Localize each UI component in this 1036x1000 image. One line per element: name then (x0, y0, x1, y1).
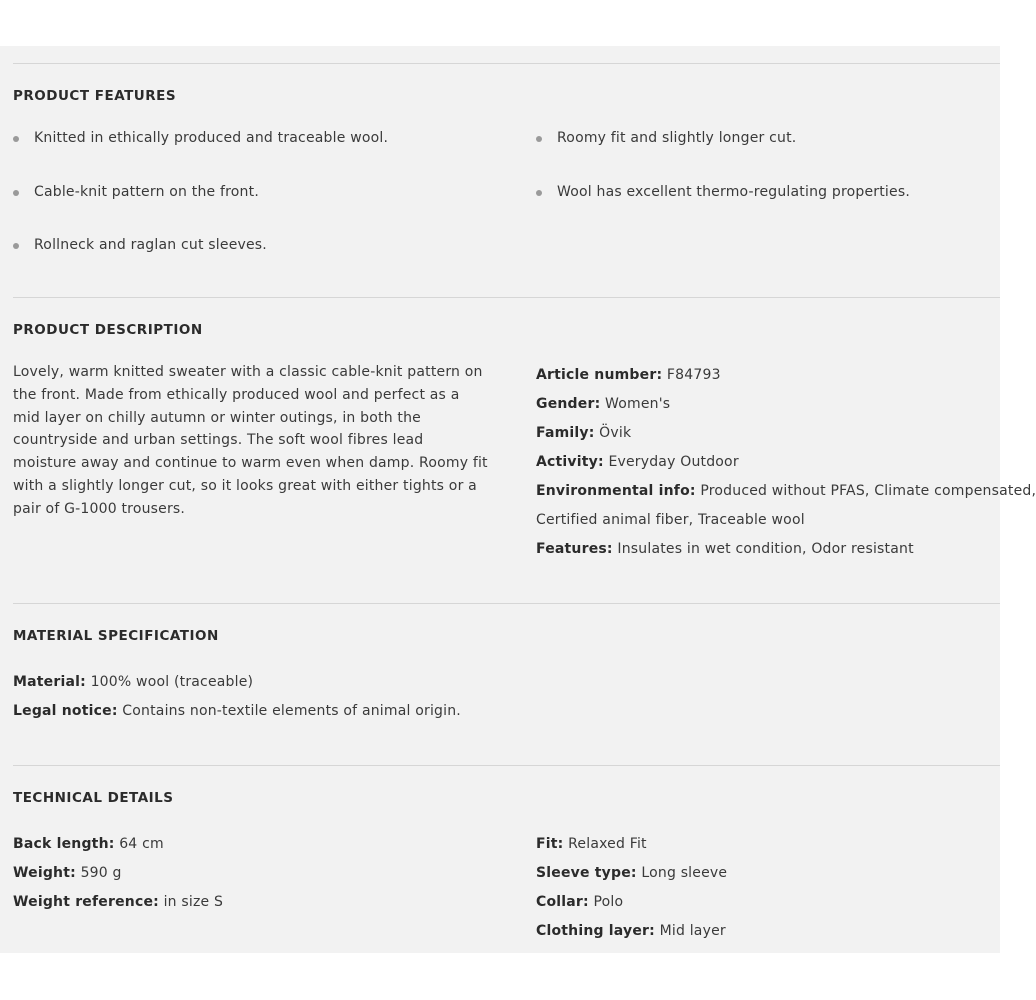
spec-value: Certified animal fiber, Traceable wool (536, 512, 805, 528)
spec-value: Insulates in wet condition, Odor resistant (617, 541, 914, 557)
spec-label: Legal notice: (13, 703, 118, 719)
product-info-panel (0, 46, 1036, 953)
spec-value: 64 cm (119, 836, 164, 852)
spec-value: Everyday Outdoor (608, 454, 739, 470)
bullet-icon (536, 136, 542, 142)
spec-legal-notice (13, 703, 461, 719)
material-specification-section (13, 603, 1000, 766)
section-title: TECHNICAL DETAILS (13, 790, 174, 806)
spec-sleeve-type (536, 865, 727, 881)
spec-value: Relaxed Fit (568, 836, 647, 852)
spec-label: Activity: (536, 454, 604, 470)
spec-label: Material: (13, 674, 86, 690)
spec-value: Contains non-textile elements of animal origin. (122, 703, 461, 719)
bullet-icon (13, 190, 19, 196)
feature-text: Wool has excellent thermo-regulating properties. (557, 184, 910, 200)
feature-text: Roomy fit and slightly longer cut. (557, 130, 797, 146)
spec-label: Family: (536, 425, 595, 441)
section-title: PRODUCT DESCRIPTION (13, 322, 203, 338)
description-text: Lovely, warm knitted sweater with a classic cable-knit pattern on the front. Made from ethically produced wool and perfect as a mid layer on chilly autumn or winter outings, in both the countryside and urban settings. The soft wool fibres lead moisture away and continue to warm even when damp. Roomy fit with a slightly longer cut, so it looks great with either tights or a pair of G-1000 trousers. (13, 364, 488, 517)
spec-collar (536, 894, 623, 910)
spec-article-number (536, 367, 721, 383)
feature-text: Knitted in ethically produced and traceable wool. (34, 130, 389, 146)
bullet-icon (13, 136, 19, 142)
spec-label: Collar: (536, 894, 589, 910)
spec-value: Övik (599, 425, 632, 441)
spec-weight-reference (13, 894, 223, 910)
feature-text: Rollneck and raglan cut sleeves. (34, 237, 267, 253)
spec-label: Weight reference: (13, 894, 159, 910)
product-features-section (13, 63, 1000, 298)
spec-fit (536, 836, 647, 852)
spec-environmental-info-continued (536, 512, 805, 528)
spec-value: Produced without PFAS, Climate compensated, (700, 483, 1036, 499)
spec-label: Features: (536, 541, 613, 557)
spec-family (536, 425, 631, 441)
spec-material (13, 674, 253, 690)
spec-features (536, 541, 914, 557)
spec-label: Clothing layer: (536, 923, 655, 939)
spec-activity (536, 454, 739, 470)
spec-environmental-info (536, 483, 1036, 499)
technical-details-section (13, 765, 1000, 954)
bullet-icon (536, 190, 542, 196)
product-description-section (13, 297, 1036, 604)
spec-gender (536, 396, 670, 412)
spec-value: Long sleeve (641, 865, 728, 881)
spec-value: Mid layer (659, 923, 726, 939)
spec-label: Sleeve type: (536, 865, 637, 881)
spec-weight (13, 865, 122, 881)
spec-value: 100% wool (traceable) (90, 674, 254, 690)
spec-value: in size S (163, 894, 224, 910)
spec-value: Polo (593, 894, 624, 910)
section-title: PRODUCT FEATURES (13, 88, 177, 104)
bullet-icon (13, 243, 19, 249)
spec-label: Gender: (536, 396, 601, 412)
spec-clothing-layer (536, 923, 726, 939)
spec-value: Women's (605, 396, 671, 412)
spec-label: Back length: (13, 836, 115, 852)
spec-label: Article number: (536, 367, 663, 383)
section-title: MATERIAL SPECIFICATION (13, 628, 219, 644)
spec-value: F84793 (666, 367, 721, 383)
spec-label: Weight: (13, 865, 76, 881)
spec-back-length (13, 836, 164, 852)
spec-label: Environmental info: (536, 483, 696, 499)
spec-label: Fit: (536, 836, 564, 852)
spec-value: 590 g (80, 865, 122, 881)
feature-text: Cable-knit pattern on the front. (34, 184, 259, 200)
